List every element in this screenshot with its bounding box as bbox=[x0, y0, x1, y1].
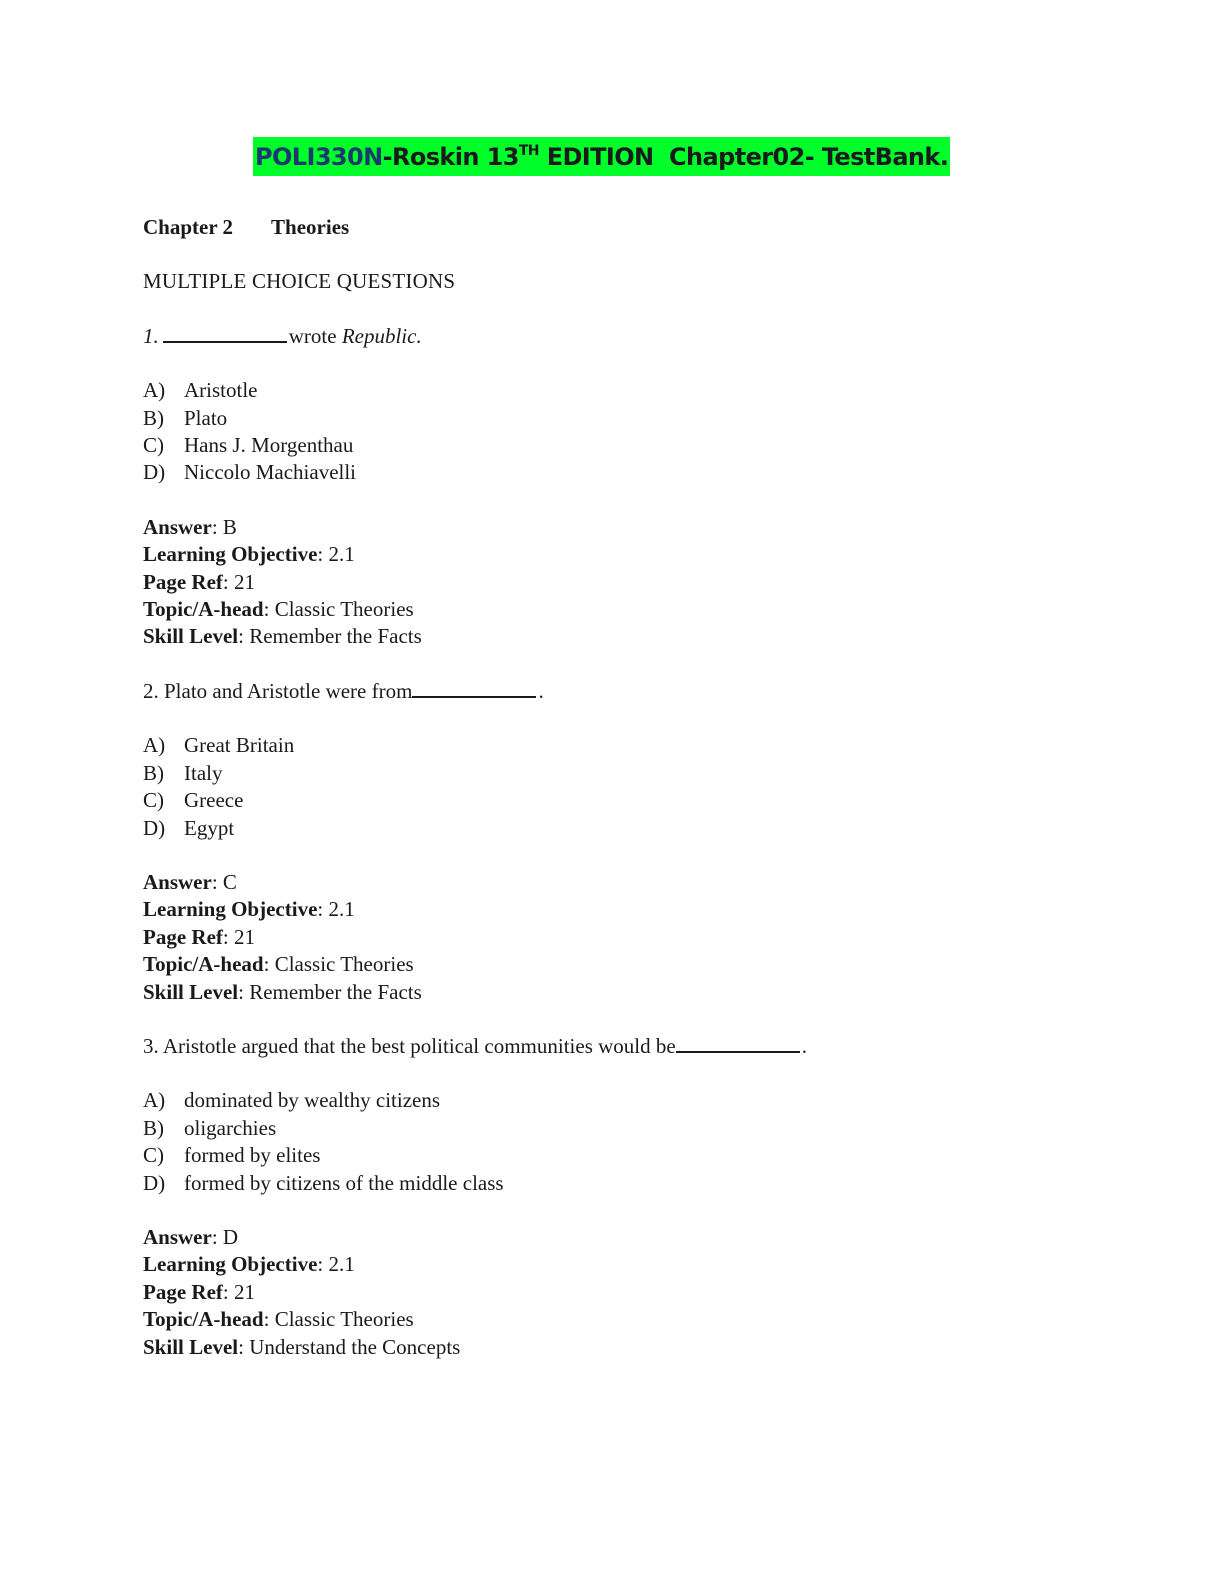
question-2-stem: 2. Plato and Aristotle were from . bbox=[143, 678, 544, 703]
course-code: POLI330N bbox=[255, 142, 383, 171]
question-1-options bbox=[143, 377, 1103, 487]
option-letter: D) bbox=[143, 1170, 166, 1195]
question-3-stem: 3. Aristotle argued that the best political communities would be . bbox=[143, 1033, 807, 1058]
option-letter: A) bbox=[143, 733, 166, 758]
page-title bbox=[255, 143, 948, 171]
option bbox=[143, 1087, 1103, 1114]
answer-line: Answer: C bbox=[143, 869, 237, 894]
option bbox=[143, 1170, 1103, 1197]
option-text: Egypt bbox=[184, 815, 235, 840]
chapter-topic: Theories bbox=[271, 215, 350, 239]
page-ref-line: Page Ref: 21 bbox=[143, 924, 255, 949]
learning-objective-value: 2.1 bbox=[328, 897, 355, 922]
learning-objective-line: Learning Objective: 2.1 bbox=[143, 1252, 355, 1277]
option bbox=[143, 405, 1103, 432]
option-letter: C) bbox=[143, 788, 164, 813]
option bbox=[143, 459, 1103, 486]
skill-level-line: Skill Level: Remember the Facts bbox=[143, 624, 422, 649]
question-italic-text: Republic. bbox=[341, 323, 422, 348]
topic-line: Topic/A-head: Classic Theories bbox=[143, 1307, 414, 1332]
option bbox=[143, 732, 1103, 759]
option bbox=[143, 760, 1103, 787]
learning-objective-value: 2.1 bbox=[328, 542, 355, 567]
question-2-options bbox=[143, 732, 1103, 842]
answer-blank bbox=[412, 678, 536, 698]
answer-line: Answer: D bbox=[143, 1224, 239, 1249]
option-letter: B) bbox=[143, 1115, 164, 1140]
option bbox=[143, 787, 1103, 814]
question-3-meta bbox=[143, 1224, 1103, 1361]
option-text: Hans J. Morgenthau bbox=[184, 433, 354, 458]
question-text: wrote bbox=[288, 323, 342, 348]
option-letter: A) bbox=[143, 1088, 166, 1113]
page-ref-line: Page Ref: 21 bbox=[143, 569, 255, 594]
option-text: dominated by wealthy citizens bbox=[184, 1088, 441, 1113]
page-ref-line: Page Ref: 21 bbox=[143, 1279, 255, 1304]
page-ref-value: 21 bbox=[233, 924, 255, 949]
question-1-stem bbox=[143, 323, 1103, 350]
option-text: Greece bbox=[184, 788, 244, 813]
option-letter: B) bbox=[143, 760, 164, 785]
option bbox=[143, 432, 1103, 459]
chapter-heading bbox=[143, 214, 1103, 241]
option-letter: B) bbox=[143, 405, 164, 430]
question-number: 1. bbox=[143, 323, 159, 348]
page-title-highlight bbox=[253, 137, 950, 176]
question-text: Plato and Aristotle were from bbox=[164, 678, 413, 703]
topic-value: Classic Theories bbox=[274, 597, 414, 622]
option-letter: C) bbox=[143, 1143, 164, 1168]
page-ref-value: 21 bbox=[233, 569, 255, 594]
option-letter: A) bbox=[143, 378, 166, 403]
option-text: formed by elites bbox=[184, 1143, 321, 1168]
section-heading: MULTIPLE CHOICE QUESTIONS bbox=[143, 269, 456, 294]
option-letter: C) bbox=[143, 433, 164, 458]
skill-level-value: Remember the Facts bbox=[249, 624, 422, 649]
option-text: oligarchies bbox=[184, 1115, 277, 1140]
answer-value: B bbox=[222, 514, 237, 539]
option bbox=[143, 377, 1103, 404]
title-part-1: -Roskin 13 bbox=[382, 142, 519, 171]
option-letter: D) bbox=[143, 460, 166, 485]
option bbox=[143, 1142, 1103, 1169]
answer-value: D bbox=[222, 1224, 239, 1249]
answer-line: Answer: B bbox=[143, 514, 237, 539]
question-text: Aristotle argued that the best political communities would be bbox=[162, 1033, 676, 1058]
title-part-2: EDITION Chapter02- TestBank. bbox=[538, 142, 949, 171]
title-superscript: TH bbox=[518, 142, 539, 159]
document-body bbox=[143, 214, 1103, 1388]
skill-level-line: Skill Level: Remember the Facts bbox=[143, 979, 422, 1004]
question-number: 3. bbox=[143, 1033, 159, 1058]
skill-level-value: Understand the Concepts bbox=[249, 1334, 461, 1359]
option-text: Italy bbox=[184, 760, 223, 785]
topic-line: Topic/A-head: Classic Theories bbox=[143, 597, 414, 622]
option-letter: D) bbox=[143, 815, 166, 840]
skill-level-line: Skill Level: Understand the Concepts bbox=[143, 1334, 461, 1359]
option-text: Aristotle bbox=[184, 378, 258, 403]
topic-value: Classic Theories bbox=[274, 1307, 414, 1332]
answer-value: C bbox=[222, 869, 237, 894]
option bbox=[143, 815, 1103, 842]
answer-blank bbox=[676, 1033, 800, 1053]
chapter-label: Chapter 2 bbox=[143, 215, 234, 239]
page-ref-value: 21 bbox=[233, 1279, 255, 1304]
learning-objective-line: Learning Objective: 2.1 bbox=[143, 542, 355, 567]
option-text: Great Britain bbox=[184, 733, 295, 758]
question-1-meta bbox=[143, 514, 1103, 651]
question-3-options bbox=[143, 1087, 1103, 1197]
learning-objective-line: Learning Objective: 2.1 bbox=[143, 897, 355, 922]
skill-level-value: Remember the Facts bbox=[249, 979, 422, 1004]
option-text: Niccolo Machiavelli bbox=[184, 460, 357, 485]
learning-objective-value: 2.1 bbox=[328, 1252, 355, 1277]
question-number: 2. bbox=[143, 678, 159, 703]
answer-blank bbox=[163, 323, 287, 343]
option-text: Plato bbox=[184, 405, 228, 430]
option bbox=[143, 1115, 1103, 1142]
topic-value: Classic Theories bbox=[274, 952, 414, 977]
topic-line: Topic/A-head: Classic Theories bbox=[143, 952, 414, 977]
option-text: formed by citizens of the middle class bbox=[184, 1170, 504, 1195]
question-2-meta bbox=[143, 869, 1103, 1006]
